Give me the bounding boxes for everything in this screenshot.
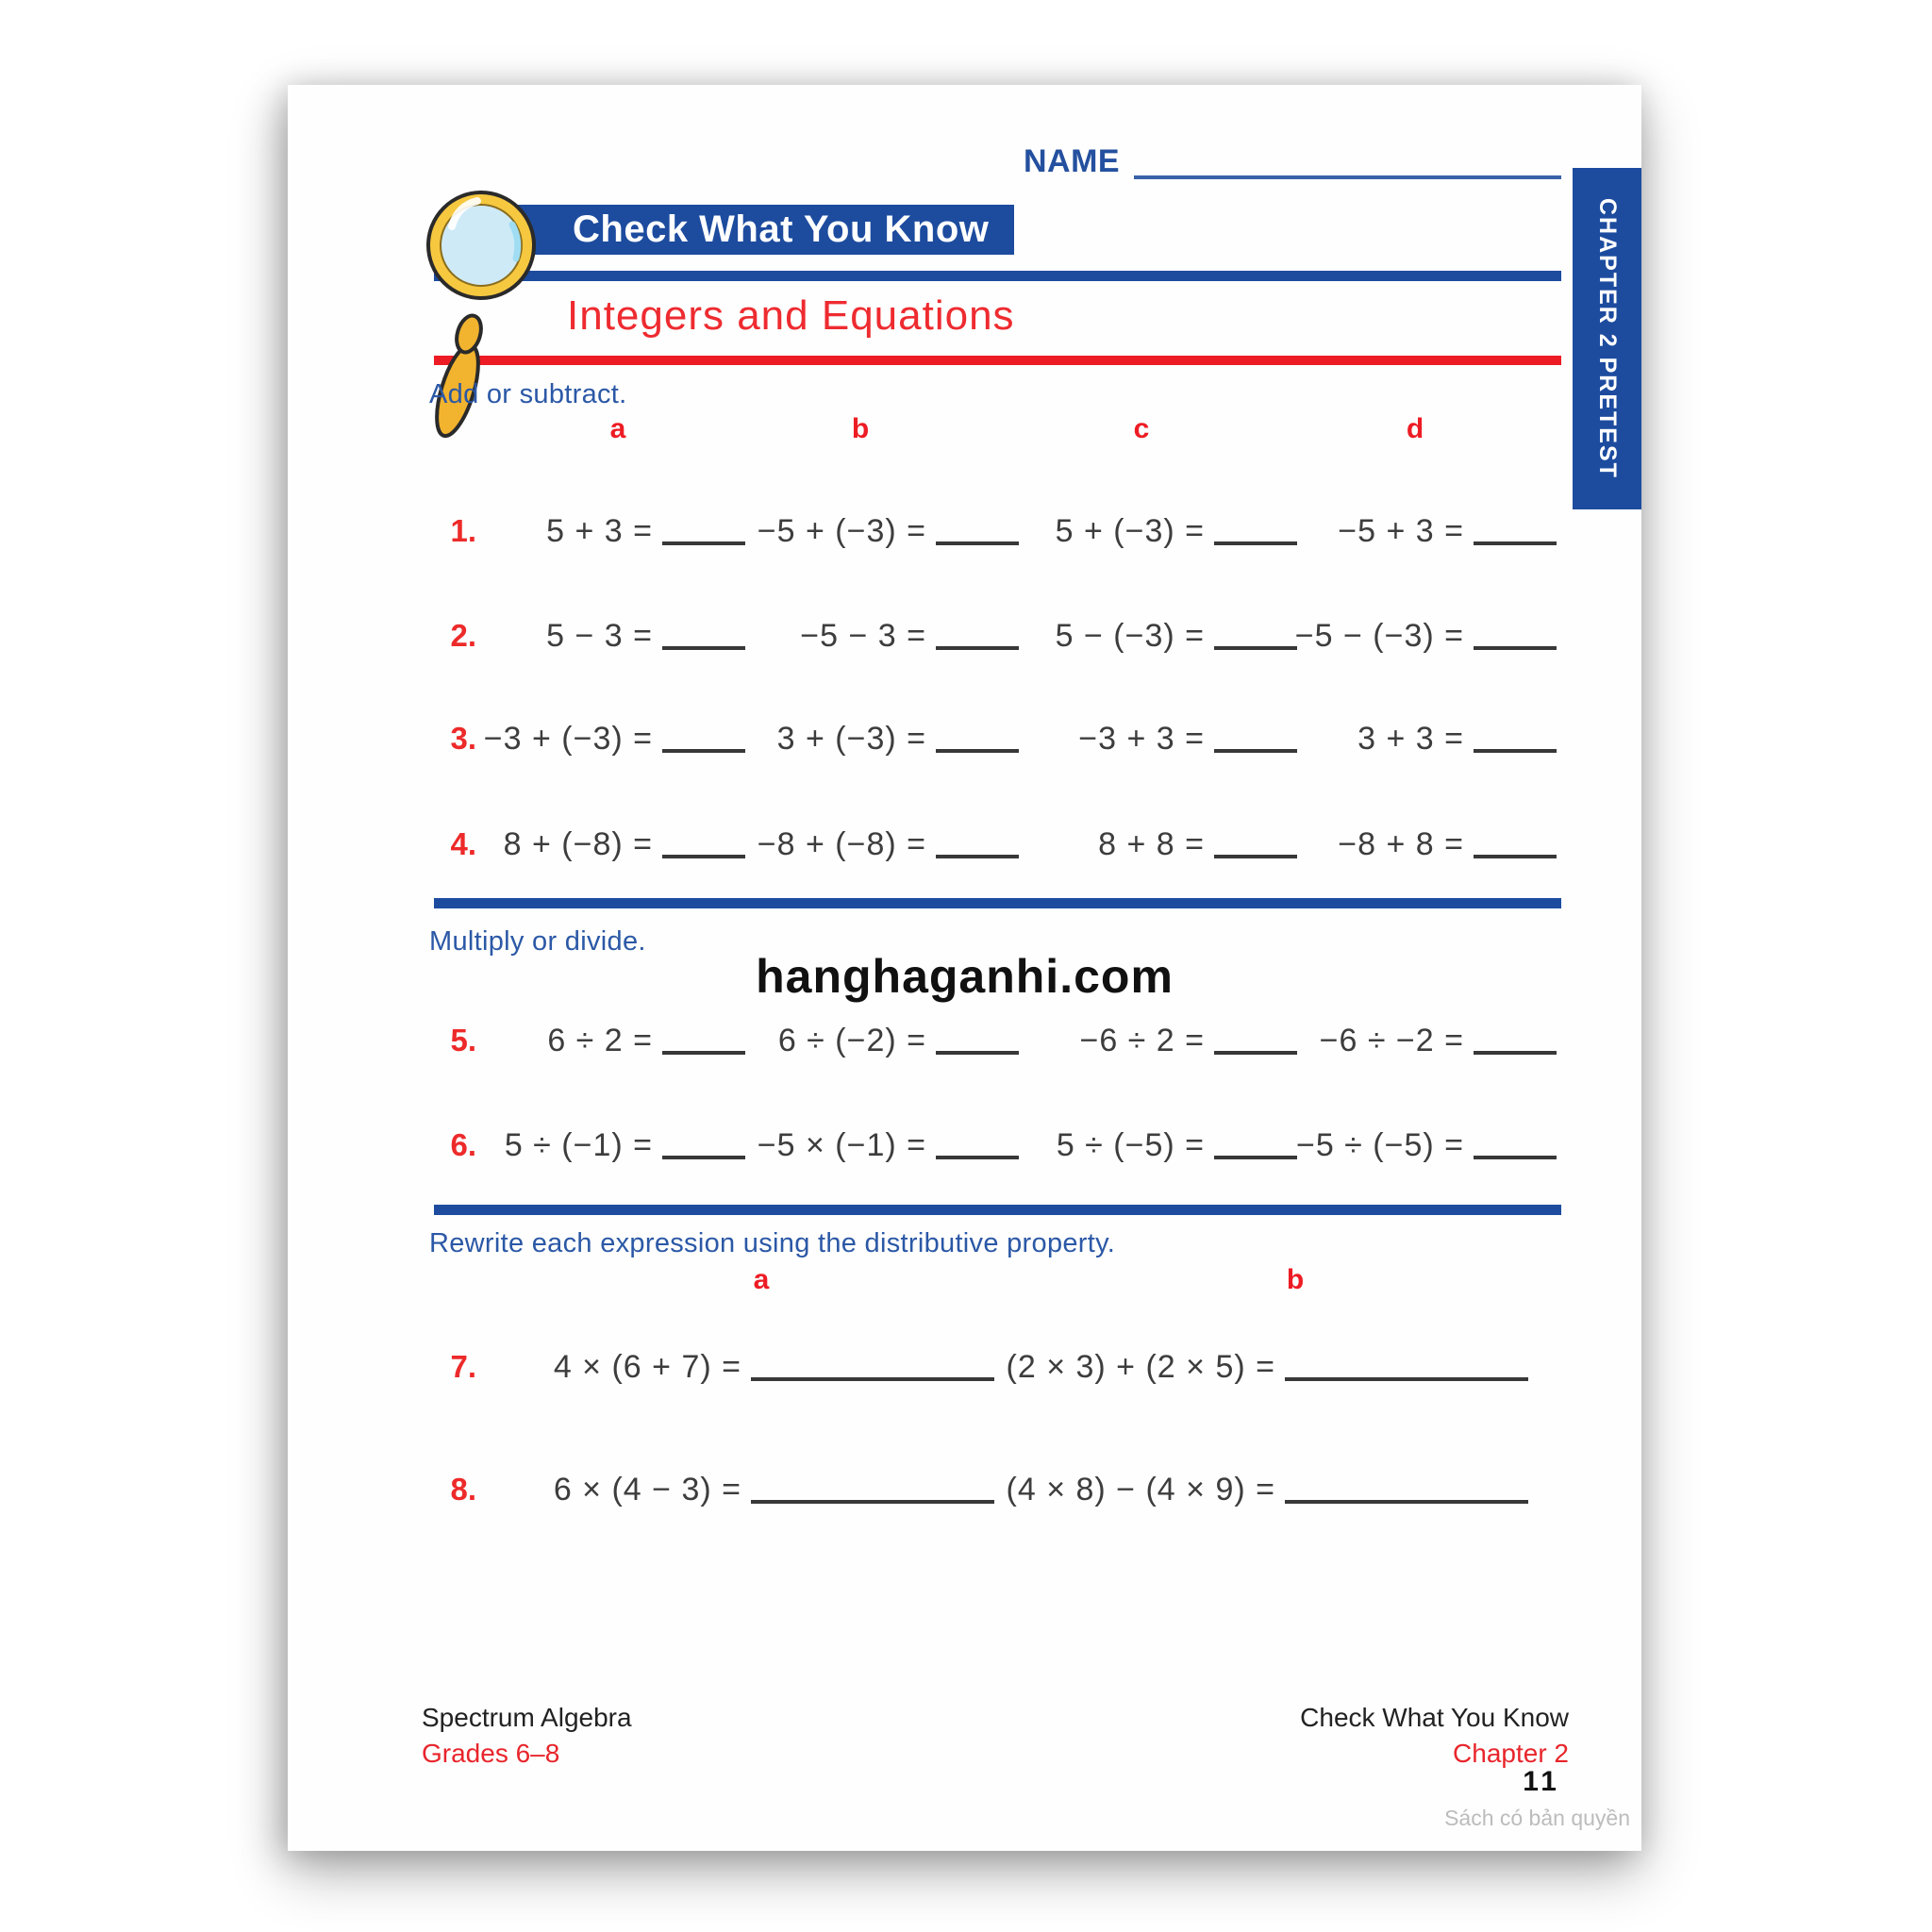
answer-blank[interactable] <box>1474 1150 1557 1159</box>
page-number: 11 <box>1523 1766 1560 1797</box>
problem-cell: (4 × 8) − (4 × 9) = <box>962 1472 1528 1508</box>
problem-cell: 6 × (4 − 3) = <box>428 1472 994 1508</box>
problem-cell: −3 + (−3) = <box>434 721 745 758</box>
row-number: 7. <box>450 1349 476 1384</box>
divider-blue-bottom <box>434 1205 1561 1215</box>
problem-cell: 5 + 3 = <box>434 513 745 550</box>
problem-cell: 6 ÷ 2 = <box>434 1023 745 1059</box>
footer-grades: Grades 6–8 <box>422 1739 560 1768</box>
problem-cell: 5 ÷ (−1) = <box>434 1127 745 1164</box>
problem-cell: 8 + 8 = <box>986 826 1297 863</box>
divider-red <box>434 356 1561 365</box>
footer-right <box>1300 1700 1569 1772</box>
problem-cell: 6 ÷ (−2) = <box>708 1023 1019 1059</box>
col-header-c: c <box>1133 413 1150 444</box>
answer-blank[interactable] <box>1474 641 1557 650</box>
chapter-subtitle: Integers and Equations <box>567 292 1015 339</box>
row-number: 5. <box>450 1023 476 1058</box>
col-header-d: d <box>1406 413 1424 444</box>
answer-blank[interactable] <box>1474 1045 1557 1055</box>
answer-blank[interactable] <box>1474 743 1557 753</box>
col-header-a: a <box>609 413 626 444</box>
row-number: 4. <box>450 826 476 861</box>
worksheet-page <box>288 85 1641 1851</box>
row-number: 1. <box>450 513 476 548</box>
banner-title: Check What You Know <box>573 208 990 250</box>
magnifier-icon <box>408 175 555 454</box>
problem-cell: −3 + 3 = <box>986 721 1297 758</box>
section2-instruction: Multiply or divide. <box>429 926 646 957</box>
row-number: 2. <box>450 618 476 653</box>
footer-series: Spectrum Algebra <box>422 1703 632 1732</box>
answer-blank[interactable] <box>1285 1494 1528 1504</box>
answer-blank[interactable] <box>1285 1372 1528 1381</box>
chapter-tab-label: CHAPTER 2 PRETEST <box>1594 198 1621 479</box>
col-header-a2: a <box>753 1264 770 1295</box>
name-label: NAME <box>1024 143 1121 179</box>
problem-cell: −5 + 3 = <box>1245 513 1557 550</box>
copyright-note: Sách có bản quyền <box>1444 1806 1630 1830</box>
problem-cell: −6 ÷ −2 = <box>1245 1023 1557 1059</box>
problem-cell: −8 + (−8) = <box>708 826 1019 863</box>
footer-left <box>422 1700 632 1772</box>
problem-cell: 4 × (6 + 7) = <box>428 1349 994 1386</box>
site-watermark: hanghaganhi.com <box>756 950 1174 1003</box>
section3-instruction: Rewrite each expression using the distributive property. <box>429 1228 1116 1258</box>
row-number: 3. <box>450 721 476 756</box>
row-number: 8. <box>450 1472 476 1507</box>
problem-cell: 3 + (−3) = <box>708 721 1019 758</box>
problem-cell: −6 ÷ 2 = <box>986 1023 1297 1059</box>
problem-cell: 3 + 3 = <box>1245 721 1557 758</box>
problem-cell: −5 − (−3) = <box>1245 618 1557 655</box>
col-header-b2: b <box>1286 1264 1305 1295</box>
chapter-tab <box>1573 168 1641 509</box>
answer-blank[interactable] <box>751 1494 994 1504</box>
answer-blank[interactable] <box>1474 849 1557 858</box>
banner <box>514 205 1014 255</box>
footer-section-name: Check What You Know <box>1300 1703 1569 1732</box>
problem-cell: −8 + 8 = <box>1245 826 1557 863</box>
problem-cell: −5 × (−1) = <box>708 1127 1019 1164</box>
section1-instruction: Add or subtract. <box>429 379 627 409</box>
col-header-b: b <box>851 413 870 444</box>
problem-cell: −5 − 3 = <box>708 618 1019 655</box>
problem-cell: 5 − 3 = <box>434 618 745 655</box>
answer-blank[interactable] <box>1474 536 1557 545</box>
divider-blue-top <box>434 271 1561 281</box>
problem-cell: −5 + (−3) = <box>708 513 1019 550</box>
problem-cell: 5 + (−3) = <box>986 513 1297 550</box>
name-input-line[interactable] <box>1134 175 1561 179</box>
row-number: 6. <box>450 1127 476 1162</box>
problem-cell: 5 − (−3) = <box>986 618 1297 655</box>
problem-cell: −5 ÷ (−5) = <box>1245 1127 1557 1164</box>
problem-cell: 5 ÷ (−5) = <box>986 1127 1297 1164</box>
footer-chapter: Chapter 2 <box>1453 1739 1569 1768</box>
problem-cell: 8 + (−8) = <box>434 826 745 863</box>
answer-blank[interactable] <box>751 1372 994 1381</box>
divider-blue-mid <box>434 898 1561 908</box>
problem-cell: (2 × 3) + (2 × 5) = <box>962 1349 1528 1386</box>
